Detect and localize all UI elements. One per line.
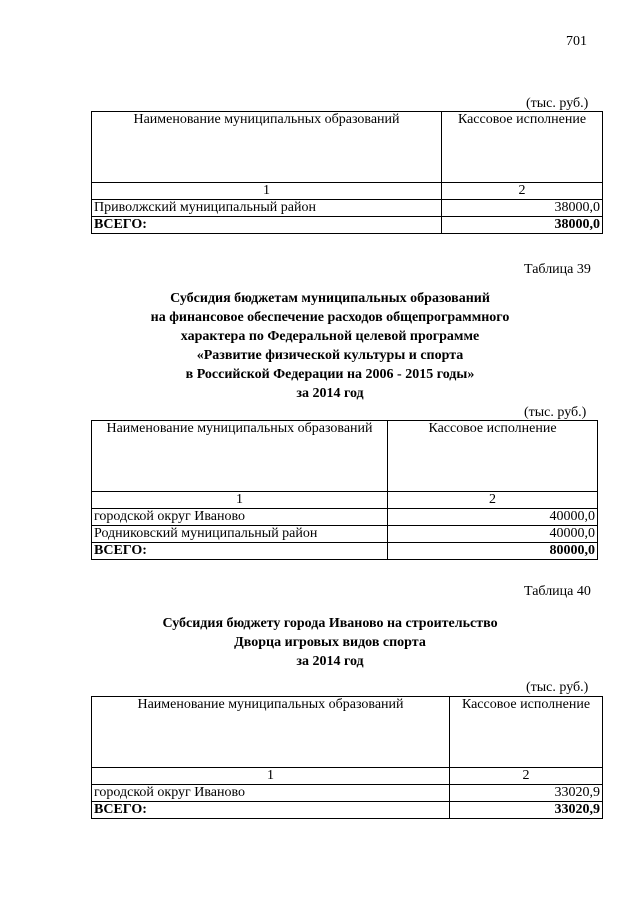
title-line: Субсидия бюджетам муниципальных образований xyxy=(170,291,490,306)
title-line: за 2014 год xyxy=(296,386,364,401)
table-row xyxy=(92,526,598,543)
row-name: городской округ Иваново xyxy=(92,509,388,526)
row-value: 33020,9 xyxy=(450,785,603,802)
unit-label: (тыс. руб.) xyxy=(526,96,589,111)
table-label-39: Таблица 39 xyxy=(524,262,591,277)
column-number-row xyxy=(92,492,598,509)
column-number-2: 2 xyxy=(450,768,603,785)
total-row xyxy=(92,802,603,819)
title-line: «Развитие физической культуры и спорта xyxy=(196,348,464,363)
title-line: на финансовое обеспечение расходов общепрограммного xyxy=(150,310,510,325)
budget-table-39 xyxy=(91,420,598,560)
header-value-column: Кассовое исполнение xyxy=(388,421,598,492)
table-header-row xyxy=(92,697,603,768)
column-number-1: 1 xyxy=(92,183,442,200)
table-row xyxy=(92,509,598,526)
column-number-2: 2 xyxy=(442,183,603,200)
title-line: Дворца игровых видов спорта xyxy=(234,635,426,650)
budget-table-1 xyxy=(91,111,603,234)
total-value: 80000,0 xyxy=(388,543,598,560)
header-name-column: Наименование муниципальных образований xyxy=(92,421,388,492)
row-value: 38000,0 xyxy=(442,200,603,217)
table-header-row xyxy=(92,112,603,183)
table-label-40: Таблица 40 xyxy=(524,584,591,599)
title-line: характера по Федеральной целевой программе xyxy=(180,329,480,344)
unit-label: (тыс. руб.) xyxy=(524,405,587,420)
column-number-2: 2 xyxy=(388,492,598,509)
title-line: в Российской Федерации на 2006 - 2015 годы» xyxy=(185,367,475,382)
header-value-column: Кассовое исполнение xyxy=(450,697,603,768)
header-name-column: Наименование муниципальных образований xyxy=(92,697,450,768)
title-line: Субсидия бюджету города Иваново на строительство xyxy=(162,616,498,631)
total-row xyxy=(92,217,603,234)
title-line: за 2014 год xyxy=(296,654,364,669)
unit-label: (тыс. руб.) xyxy=(526,680,589,695)
row-name: Приволжский муниципальный район xyxy=(92,200,442,217)
column-number-row xyxy=(92,768,603,785)
total-value: 38000,0 xyxy=(442,217,603,234)
table-title-40 xyxy=(10,614,640,671)
column-number-1: 1 xyxy=(92,768,450,785)
budget-table-40 xyxy=(91,696,603,819)
column-number-row xyxy=(92,183,603,200)
table-row xyxy=(92,200,603,217)
header-name-column: Наименование муниципальных образований xyxy=(92,112,442,183)
column-number-1: 1 xyxy=(92,492,388,509)
table-header-row xyxy=(92,421,598,492)
total-label: ВСЕГО: xyxy=(92,543,388,560)
total-label: ВСЕГО: xyxy=(92,217,442,234)
page-number: 701 xyxy=(566,34,587,49)
total-value: 33020,9 xyxy=(450,802,603,819)
row-value: 40000,0 xyxy=(388,526,598,543)
row-value: 40000,0 xyxy=(388,509,598,526)
header-value-column: Кассовое исполнение xyxy=(442,112,603,183)
table-row xyxy=(92,785,603,802)
total-label: ВСЕГО: xyxy=(92,802,450,819)
row-name: городской округ Иваново xyxy=(92,785,450,802)
table-title-39 xyxy=(10,289,640,403)
total-row xyxy=(92,543,598,560)
row-name: Родниковский муниципальный район xyxy=(92,526,388,543)
